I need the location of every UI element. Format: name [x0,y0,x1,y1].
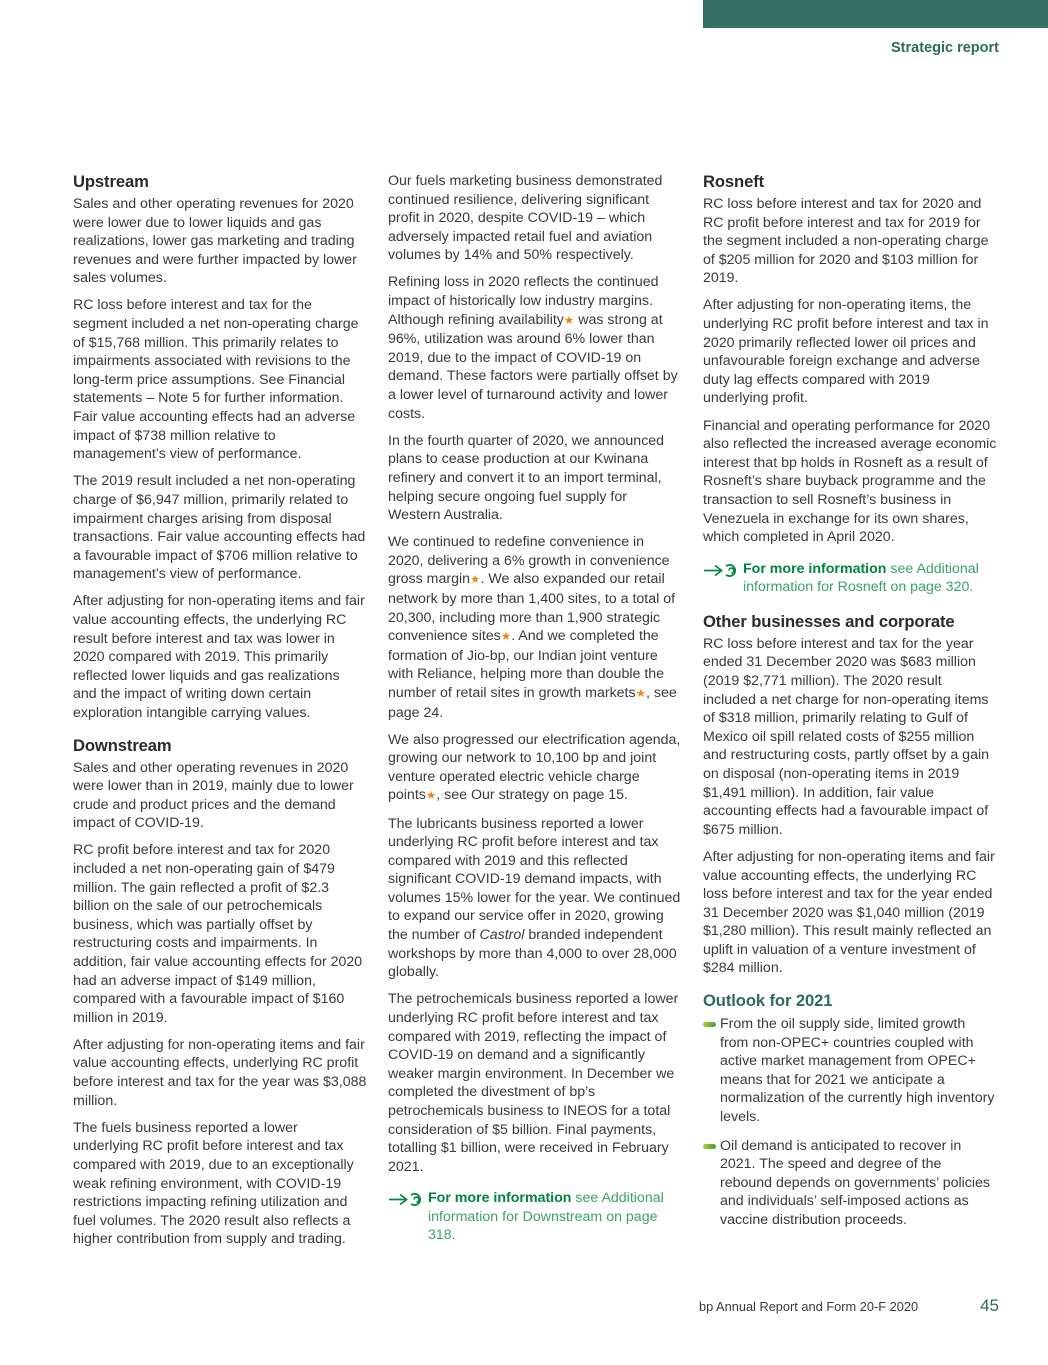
page-number: 45 [980,1296,999,1315]
outlook-bullet-list [703,1015,997,1230]
outlook-bullet-2-text: Oil demand is anticipated to recover in 2021. The speed and degree of the rebound depends on governments’ policies and individuals’ self-imposed actions as vaccine distribution proceeds. [720,1137,991,1228]
more-info-label: For more information [743,560,887,577]
outlook-bullet-1 [703,1015,997,1127]
page-footer [699,1296,999,1316]
outlook-bullet-2 [703,1137,997,1230]
downstream-para-1: Sales and other operating revenues in 2020 were lower than in 2019, mainly due to lower crude and product prices and the demand impact of COVID-19. [73,759,354,832]
downstream-heading: Downstream [73,735,172,755]
outlook-heading: Outlook for 2021 [703,991,833,1011]
section-label: Strategic report [891,40,999,56]
other-businesses-para-2: After adjusting for non-operating items and fair value accounting effects, the underlying RC loss before interest and tax for the year ended 31 December 2020 was $1,040 million (2019 $1,280 million). This result mainly reflected an uplift in valuation of a venture investment of $284 million. [703,848,995,977]
section-tab [703,0,1048,28]
column-2 [388,172,682,1260]
downstream-para-9: We also progressed our electrification agenda, growing our network to 10,100 bp and joint venture operated electric vehicle charge points★, see Our strategy on page 15. [388,731,681,804]
rosneft-para-3: Financial and operating performance for 2020 also reflected the increased average economic interest that bp holds in Rosneft as a result of Rosneft’s share buyback programme and the transaction to sell Rosneft’s business in Venezuela in exchange for its own shares, which completed in April 2020. [703,417,997,546]
more-info-arrow-icon [703,560,743,585]
downstream-para-7: In the fourth quarter of 2020, we announced plans to cease production at our Kwinana refinery and convert it to an import terminal, helping secure ongoing fuel supply for Western Australia. [388,432,665,524]
downstream-para-8: We continued to redefine convenience in 2020, delivering a 6% growth in convenience gross margin★. We also expanded our retail network by more than 1,400 sites, to a total of 20,300, including more than 1,900 strategic convenience sites★. And we completed the formation of Jio-bp, our Indian joint venture with Reliance, helping more than double the number of retail sites in growth markets★, see page 24. [388,534,677,721]
upstream-para-2: RC loss before interest and tax for the segment included a net non-operating charge of $15,768 million. This primarily relates to impairments associated with revisions to the long-term price assumptions. See Financial statements – Note 5 for further information. Fair value accounting effects had an adverse impact of $738 million relative to management’s view of performance. [73,297,359,463]
upstream-para-4: After adjusting for non-operating items and fair value accounting effects, the underlying RC result before interest and tax was lower in 2020 compared with 2019. This primarily reflected lower liquids and gas realizations and the impact of writing down certain exploration intangible carrying values. [73,593,365,721]
more-info-reference: see Additional information for Rosneft on page 320. [743,560,979,596]
rosneft-para-2: After adjusting for non-operating items, the underlying RC profit before interest and tax in 2020 primarily reflected lower oil prices and unfavourable foreign exchange and adverse duty lag effects compared with 2019 underlying profit. [703,297,989,407]
downstream-para-11: The petrochemicals business reported a lower underlying RC profit before interest and tax compared with 2019, reflecting the impact of COVID-19 on demand and a significantly weaker margin environment. In December we completed the divestment of bp’s petrochemicals business to INEOS for a total consideration of $5 billion. Final payments, totalling $1 billion, were received in February 2021. [388,991,679,1175]
more-info-arrow-icon [388,1189,428,1214]
more-info-link-rosneft[interactable] [703,560,997,597]
dash-bullet-icon [703,1144,716,1149]
more-info-text-downstream [428,1189,682,1245]
upstream-para-3: The 2019 result included a net non-operating charge of $6,947 million, primarily related to impairment charges arising from disposal transactions. Fair value accounting effects had a favourable impact of $706 million relative to management’s view of performance. [73,473,366,583]
dash-bullet-icon [703,1022,716,1027]
more-info-text-rosneft [743,560,997,597]
downstream-para-6: Refining loss in 2020 reflects the continued impact of historically low industry margins. Although refining availability★ was strong at 96%, utilization was around 6% lower than 2019, due to the impact of COVID-19 on demand. These factors were partially offset by a lower level of turnaround activity and lower costs. [388,274,678,422]
report-title: bp Annual Report and Form 20-F 2020 [698,1299,919,1314]
other-businesses-heading: Other businesses and corporate [703,611,955,631]
upstream-para-1: Sales and other operating revenues for 2020 were lower due to lower liquids and gas realizations, lower gas marketing and trading revenues and were further impacted by lower sales volumes. [73,196,357,287]
other-businesses-para-1: RC loss before interest and tax for the year ended 31 December 2020 was $683 million (2019 $2,771 million). The 2020 result included a net charge for non-operating items of $318 million, primarily relating to Gulf of Mexico oil spill related costs of $255 million and restructuring costs, partly offset by a gain on disposal (non-operating items in 2019 $1,491 million). In addition, fair value accounting effects had a favourable impact of $675 million. [703,635,990,838]
rosneft-para-1: RC loss before interest and tax for 2020 and RC profit before interest and tax for 2019 for the segment included a non-operating charge of $205 million for 2020 and $103 million for 2019. [703,196,989,287]
more-info-link-downstream[interactable] [388,1189,682,1245]
rosneft-heading: Rosneft [703,172,765,191]
more-info-reference: see Additional information for Downstream on page 318. [428,1190,664,1244]
downstream-para-10: The lubricants business reported a lower underlying RC profit before interest and tax compared with 2019 and this reflected significant COVID-19 demand impacts, with volumes 15% lower for the year. We continued to expand our service offer in 2020, growing the number of Castrol branded independent workshops by more than 4,000 to over 28,000 globally. [388,815,681,981]
upstream-heading: Upstream [73,172,149,191]
downstream-para-2: RC profit before interest and tax for 2020 included a net non-operating gain of $479 million. The gain reflected a profit of $2.3 billion on the sale of our petrochemicals business, which was partially offset by restructuring costs and impairments. In addition, fair value accounting effects for 2020 had an adverse impact of $149 million, compared with a favourable impact of $160 million in 2019. [73,842,363,1026]
downstream-para-5: Our fuels marketing business demonstrated continued resilience, delivering significant profit in 2020, despite COVID-19 – which adversely impacted retail fuel and aviation volumes by 14% and 50% respectively. [388,173,663,264]
column-1 [73,172,367,1260]
column-3 [703,172,997,1260]
downstream-para-4: The fuels business reported a lower underlying RC profit before interest and tax compared with 2019, due to an exceptionally weak refining environment, with COVID-19 restrictions impacting refining utilization and fuel volumes. The 2020 result also reflects a higher contribution from supply and trading. [73,1119,354,1248]
outlook-bullet-1-text: From the oil supply side, limited growth from non-OPEC+ countries coupled with active market management from OPEC+ means that for 2021 we anticipate a normalization of the currently high inventory levels. [720,1016,995,1126]
content-columns [73,172,997,1260]
more-info-label: For more information [428,1190,572,1207]
downstream-para-3: After adjusting for non-operating items and fair value accounting effects, underlying RC profit before interest and tax for the year was $3,088 million. [73,1036,367,1109]
